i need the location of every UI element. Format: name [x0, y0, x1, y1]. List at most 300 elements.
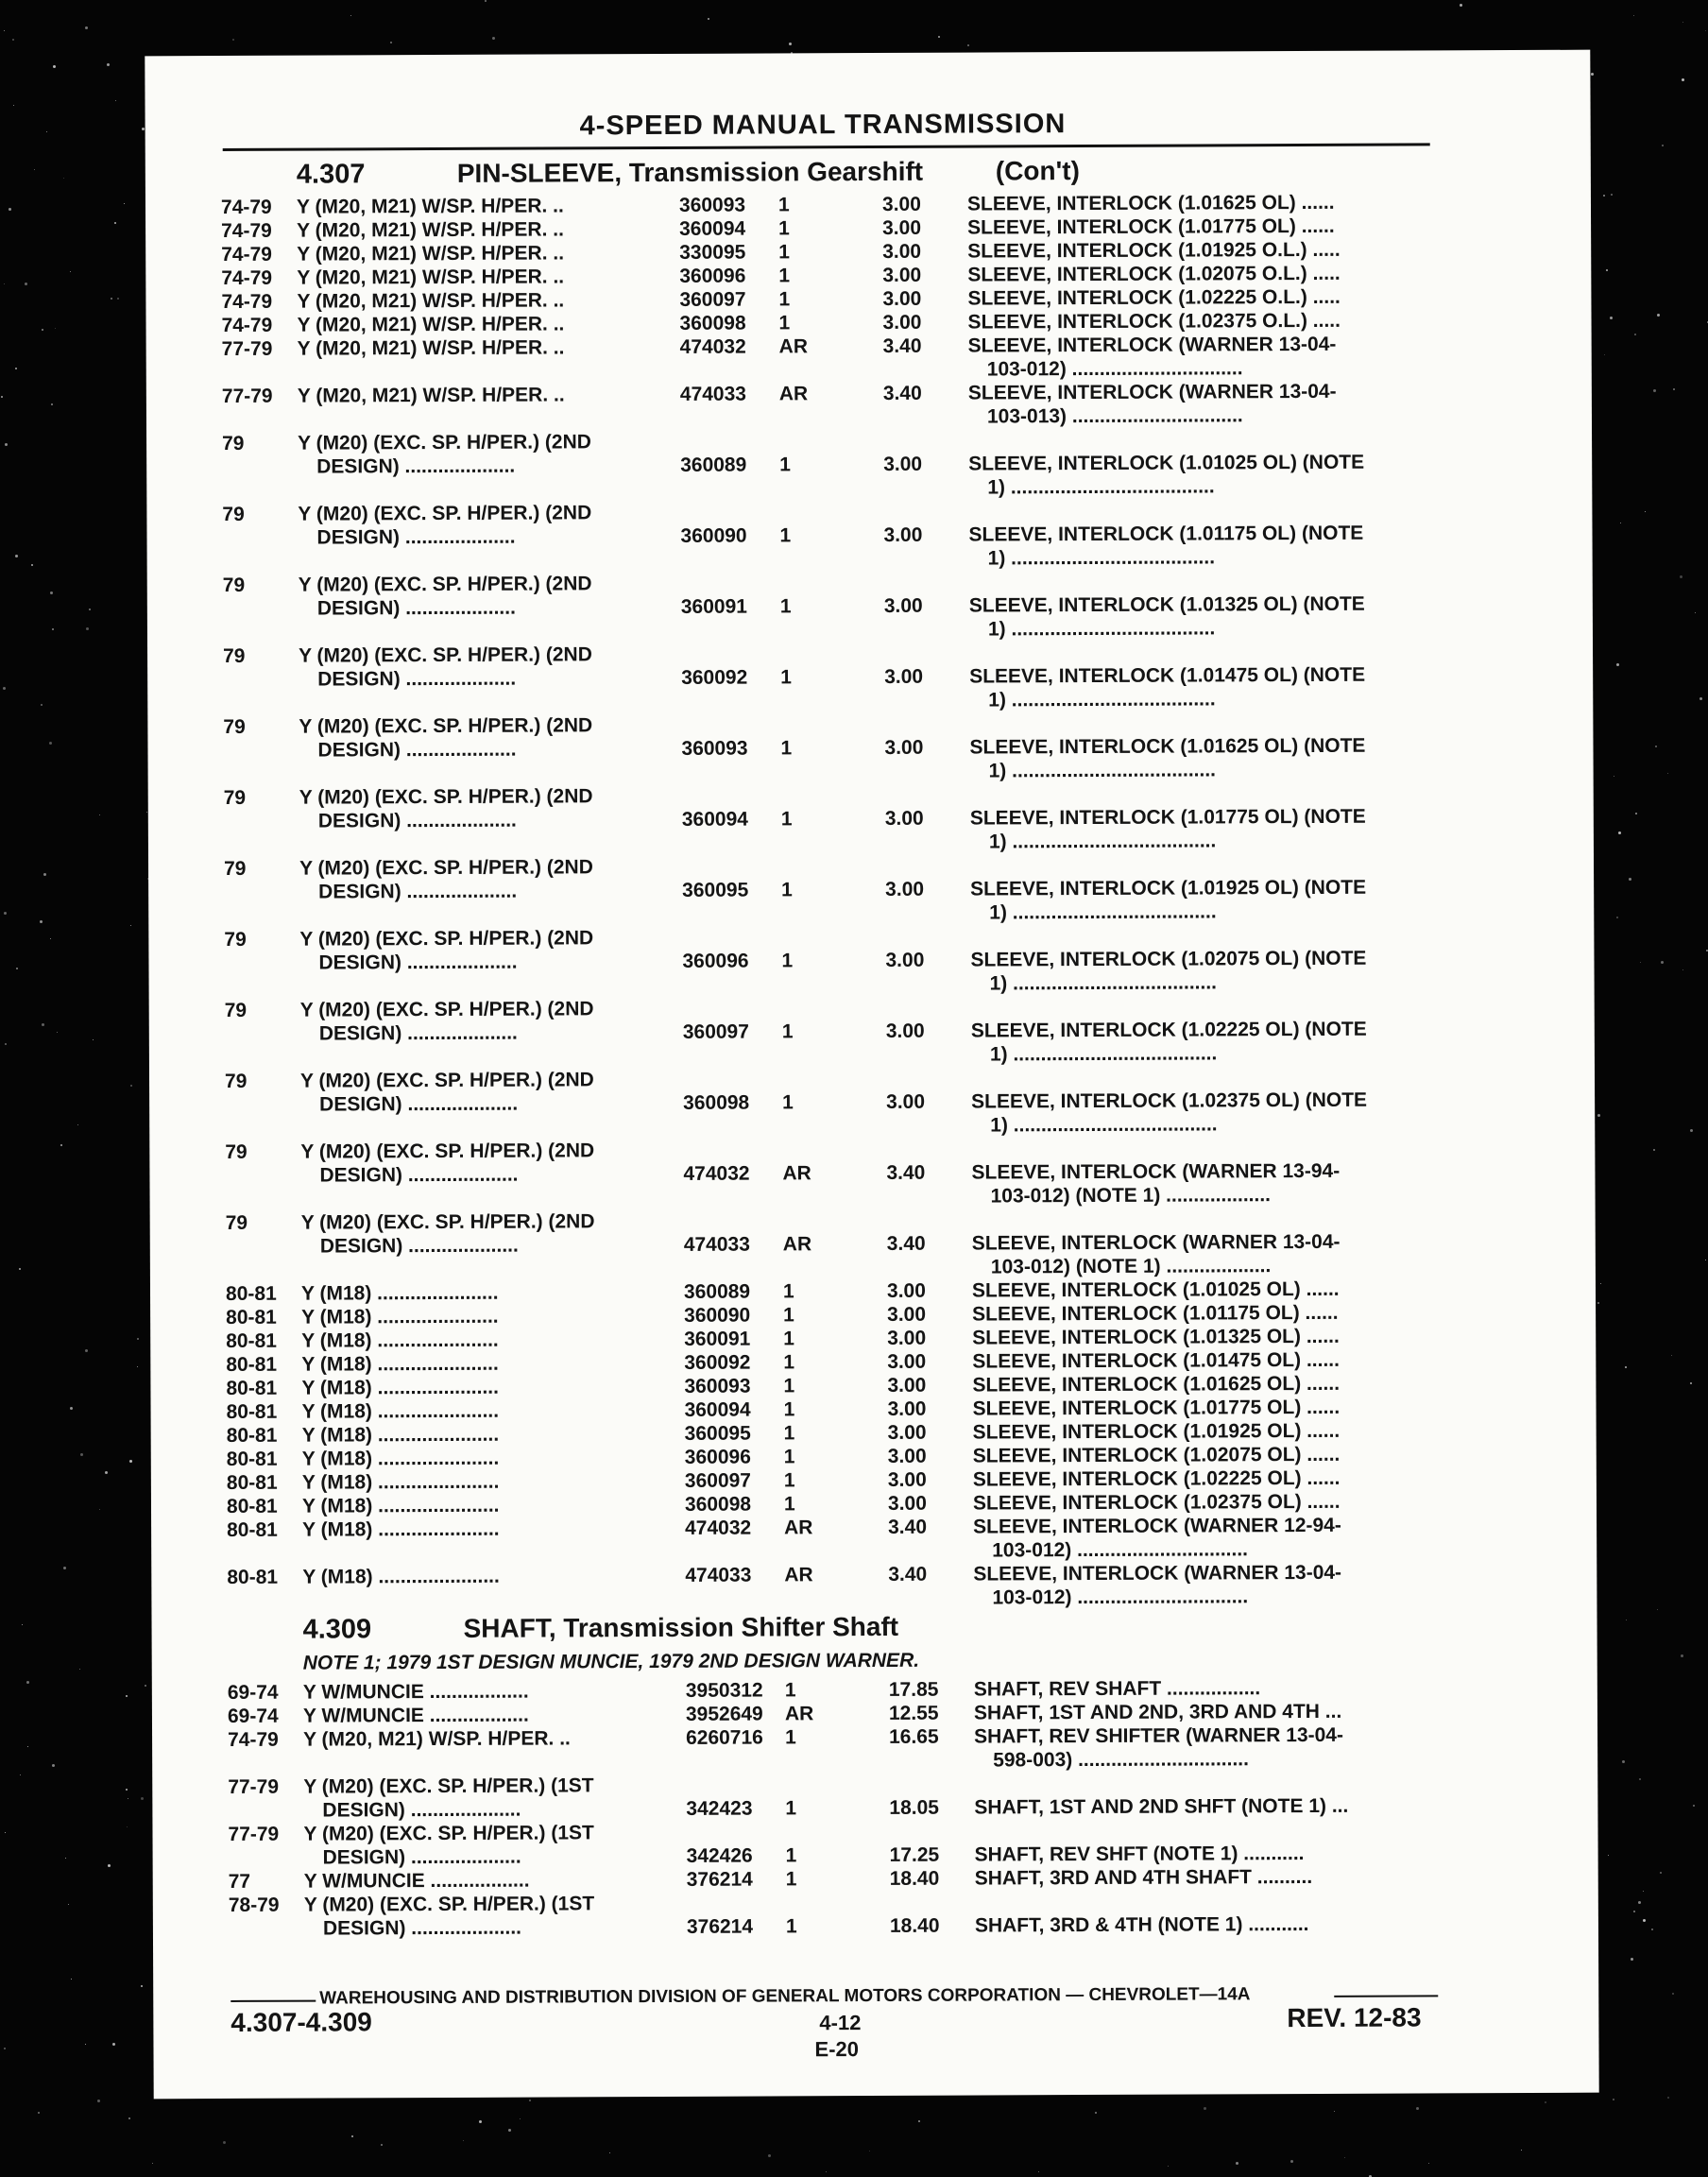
row-description-cont: 1) .....................................: [987, 546, 1216, 570]
row-application: Y (M20, M21) W/SP. H/PER. ..: [297, 242, 565, 266]
row-part-number: 474033: [683, 1233, 750, 1256]
row-application: Y (M20) (EXC. SP. H/PER.) (2ND: [299, 785, 593, 809]
row-year: 74-79: [220, 196, 272, 218]
row-price: 3.00: [884, 665, 924, 688]
row-price: 17.85: [888, 1678, 939, 1701]
section-note: NOTE 1; 1979 1ST DESIGN MUNCIE, 1979 2ND DESIGN WARNER.: [302, 1649, 920, 1674]
row-quantity: AR: [782, 1233, 812, 1256]
row-quantity: 1: [784, 1679, 796, 1702]
row-description: SLEEVE, INTERLOCK (1.01475 OL) (NOTE: [969, 663, 1366, 688]
row-description: SLEEVE, INTERLOCK (WARNER 13-04-: [967, 333, 1337, 357]
row-price: 3.00: [887, 1421, 927, 1444]
row-price: 3.40: [882, 382, 922, 404]
row-application-cont: DESIGN) ....................: [317, 738, 517, 762]
row-description-cont: 1) .....................................: [990, 1113, 1218, 1137]
row-part-number: 360094: [681, 808, 748, 831]
section-number: 4.309: [302, 1614, 372, 1645]
row-quantity: 1: [778, 312, 791, 334]
row-application: Y (M18) ......................: [301, 1376, 499, 1399]
row-description: SHAFT, 3RD AND 4TH SHAFT ..........: [974, 1865, 1313, 1890]
row-application: Y (M18) ......................: [302, 1517, 500, 1541]
row-part-number: 360097: [682, 1020, 749, 1043]
row-price: 3.00: [887, 1445, 927, 1467]
row-application: Y (M20) (EXC. SP. H/PER.) (1ST: [303, 1822, 594, 1845]
row-quantity: 1: [779, 454, 791, 476]
table-row: [148, 780, 1594, 853]
row-part-number: 360097: [684, 1469, 752, 1492]
row-price: 3.00: [882, 311, 922, 334]
row-description-cont: 103-012) ...............................: [992, 1538, 1249, 1562]
row-part-number: 360092: [681, 666, 748, 689]
row-year: 69-74: [227, 1681, 279, 1704]
row-part-number: 360097: [679, 288, 746, 311]
row-description: SLEEVE, INTERLOCK (1.01325 OL) (NOTE: [968, 592, 1365, 617]
row-description: SHAFT, REV SHIFTER (WARNER 13-04-: [974, 1723, 1343, 1748]
row-quantity: 1: [783, 1469, 795, 1492]
row-application: Y (M18) ......................: [301, 1494, 500, 1517]
row-price: 3.00: [887, 1350, 927, 1373]
row-description: SLEEVE, INTERLOCK (1.02225 O.L.) .....: [967, 285, 1341, 310]
row-quantity: 1: [777, 194, 790, 216]
row-year: 79: [222, 432, 245, 454]
table-row: [149, 1064, 1595, 1137]
row-price: 18.40: [889, 1867, 940, 1890]
row-part-number: 342423: [686, 1797, 753, 1820]
row-price: 3.00: [883, 523, 923, 546]
table-row: [148, 851, 1594, 924]
row-part-number: 360091: [680, 595, 747, 618]
footer-page-sub: E-20: [814, 2037, 860, 2062]
row-part-number: 360096: [679, 265, 746, 287]
row-quantity: 1: [782, 1280, 794, 1303]
row-price: 3.40: [888, 1563, 928, 1586]
row-application: Y (M18) ......................: [300, 1281, 499, 1305]
row-quantity: 1: [778, 241, 790, 264]
row-part-number: 474033: [685, 1564, 752, 1586]
row-quantity: 1: [779, 595, 792, 618]
row-year: 74-79: [221, 219, 272, 242]
row-part-number: 360093: [678, 194, 746, 216]
row-year: 80-81: [226, 1377, 278, 1399]
row-part-number: 360093: [681, 737, 748, 760]
row-quantity: 1: [785, 1844, 797, 1867]
row-quantity: 1: [785, 1868, 797, 1891]
row-application: Y (M18) ......................: [301, 1423, 500, 1447]
row-price: 3.00: [887, 1327, 927, 1349]
row-part-number: 360095: [684, 1422, 751, 1445]
row-description-cont: 1) .....................................: [988, 688, 1216, 711]
row-year: 77-79: [221, 337, 273, 360]
row-year: 79: [222, 503, 245, 525]
footer-rule-right: [1334, 1995, 1438, 1997]
row-description: SLEEVE, INTERLOCK (1.01925 OL) (NOTE: [970, 876, 1367, 900]
row-part-number: 474032: [685, 1517, 752, 1539]
footer-page-number: 4-12: [819, 2011, 862, 2035]
section-title: SHAFT, Transmission Shifter Shaft: [463, 1611, 899, 1643]
row-quantity: 1: [783, 1304, 794, 1327]
row-quantity: 1: [783, 1493, 795, 1516]
row-quantity: 1: [783, 1328, 794, 1350]
row-part-number: 360089: [680, 454, 747, 476]
row-part-number: 360093: [684, 1375, 751, 1397]
row-application: Y (M20) (EXC. SP. H/PER.) (1ST: [303, 1774, 594, 1798]
row-year: 74-79: [221, 290, 273, 313]
row-application: Y (M20, M21) W/SP. H/PER. ..: [297, 218, 564, 242]
row-year: 69-74: [227, 1705, 279, 1727]
row-description: SLEEVE, INTERLOCK (1.01025 OL) ......: [971, 1277, 1340, 1302]
row-part-number: 474032: [683, 1162, 750, 1185]
document-page: [145, 50, 1598, 2100]
row-description: SLEEVE, INTERLOCK (1.01925 O.L.) .....: [967, 238, 1341, 263]
row-application-cont: DESIGN) ....................: [318, 880, 518, 903]
row-description: SHAFT, 1ST AND 2ND SHFT (NOTE 1) ...: [974, 1794, 1349, 1819]
row-quantity: 1: [781, 950, 794, 972]
row-part-number: 360089: [683, 1280, 751, 1303]
section-number: 4.307: [296, 159, 366, 190]
row-description-cont: 1) .....................................: [988, 830, 1217, 853]
row-part-number: 360098: [684, 1493, 752, 1516]
row-price: 3.00: [887, 1468, 927, 1491]
row-quantity: 1: [785, 1726, 796, 1749]
row-part-number: 360090: [684, 1304, 751, 1327]
row-price: 3.00: [883, 453, 923, 475]
row-part-number: 360090: [680, 524, 747, 547]
row-description: SLEEVE, INTERLOCK (WARNER 13-04-: [967, 380, 1337, 404]
table-row: [148, 922, 1594, 995]
row-year: 79: [222, 574, 246, 596]
row-year: 79: [223, 715, 246, 738]
row-year: 80-81: [226, 1448, 278, 1470]
row-description: SHAFT, REV SHFT (NOTE 1) ...........: [974, 1843, 1305, 1866]
row-price: 3.00: [884, 807, 924, 830]
row-application-cont: DESIGN) ....................: [317, 667, 517, 691]
row-application: Y (M18) ......................: [301, 1305, 499, 1328]
row-application: Y (M20, M21) W/SP. H/PER. ..: [297, 289, 565, 313]
row-application: Y (M20, M21) W/SP. H/PER. ..: [297, 266, 565, 289]
row-description: SLEEVE, INTERLOCK (1.01775 OL) ......: [972, 1396, 1341, 1420]
row-application: Y (M20) (EXC. SP. H/PER.) (2ND: [299, 927, 594, 951]
row-part-number: 360096: [682, 950, 749, 972]
row-quantity: 1: [783, 1398, 795, 1421]
row-year: 79: [224, 999, 248, 1021]
table-row: [146, 379, 1592, 428]
row-description: SLEEVE, INTERLOCK (WARNER 12-94-: [973, 1514, 1341, 1538]
row-year: 78-79: [228, 1894, 280, 1916]
row-year: 77: [228, 1870, 251, 1893]
row-description: SLEEVE, INTERLOCK (1.02075 OL) (NOTE: [970, 947, 1367, 971]
row-application-cont: DESIGN) ....................: [317, 809, 517, 832]
row-part-number: 360091: [684, 1328, 751, 1350]
row-description: SLEEVE, INTERLOCK (1.02375 OL) (NOTE: [971, 1088, 1368, 1113]
row-application: Y (M20, M21) W/SP. H/PER. ..: [297, 384, 565, 407]
row-year: 80-81: [225, 1282, 277, 1305]
row-application: Y (M18) ......................: [301, 1352, 499, 1376]
row-application-cont: DESIGN) ....................: [318, 1021, 518, 1045]
row-quantity: 1: [780, 737, 793, 760]
table-row: [150, 1206, 1596, 1278]
row-part-number: 3952649: [685, 1703, 763, 1725]
row-description: SHAFT, 1ST AND 2ND, 3RD AND 4TH ...: [973, 1700, 1342, 1724]
row-year: 80-81: [226, 1306, 277, 1328]
row-application-cont: DESIGN) ....................: [319, 1163, 519, 1187]
section-continued: (Con't): [995, 156, 1080, 186]
row-quantity: 1: [781, 1020, 794, 1043]
row-part-number: 6260716: [686, 1726, 763, 1749]
row-description: SLEEVE, INTERLOCK (1.02225 OL) ......: [972, 1466, 1341, 1491]
row-part-number: 360098: [679, 312, 746, 334]
row-description-cont: 1) .....................................: [987, 617, 1216, 641]
row-application: Y (M20) (EXC. SP. H/PER.) (2ND: [300, 1140, 595, 1163]
row-description: SLEEVE, INTERLOCK (1.01175 OL) ......: [972, 1301, 1339, 1326]
row-part-number: 376214: [686, 1868, 753, 1891]
row-part-number: 376214: [686, 1915, 754, 1938]
row-quantity: 1: [780, 666, 792, 689]
footer-section-range: 4.307-4.309: [231, 2007, 372, 2037]
row-application: Y (M20) (EXC. SP. H/PER.) (2ND: [298, 502, 592, 525]
row-part-number: 3950312: [685, 1679, 763, 1702]
row-year: 74-79: [228, 1728, 279, 1751]
row-price: 3.00: [887, 1374, 927, 1397]
row-price: 3.40: [882, 334, 922, 357]
page-title: 4-SPEED MANUAL TRANSMISSION: [579, 109, 1067, 142]
row-application: Y (M18) ......................: [301, 1447, 500, 1470]
row-application: Y (M20) (EXC. SP. H/PER.) (1ST: [303, 1893, 595, 1916]
row-price: 17.25: [889, 1843, 940, 1866]
row-application-cont: DESIGN) ....................: [322, 1845, 521, 1869]
row-price: 3.00: [882, 240, 922, 263]
row-description-cont: 103-012) ...............................: [992, 1586, 1249, 1609]
row-part-number: 360096: [684, 1446, 751, 1468]
row-description-cont: 598-003) ...............................: [993, 1748, 1249, 1772]
row-year: 80-81: [227, 1518, 278, 1541]
row-year: 80-81: [226, 1329, 277, 1352]
table-row: [145, 190, 1591, 218]
row-price: 3.00: [885, 878, 925, 900]
row-price: 3.00: [882, 264, 922, 286]
table-row: [152, 1770, 1597, 1822]
table-row: [149, 993, 1595, 1066]
row-quantity: AR: [784, 1703, 814, 1725]
row-year: 74-79: [221, 266, 273, 289]
row-price: 3.00: [885, 949, 925, 971]
row-year: 79: [223, 644, 246, 667]
row-price: 18.05: [889, 1796, 940, 1819]
row-year: 74-79: [221, 314, 273, 336]
header-rule: [223, 143, 1430, 151]
row-price: 3.00: [886, 1279, 926, 1302]
row-quantity: 1: [783, 1446, 795, 1468]
table-row: [151, 1560, 1597, 1609]
row-application: Y (M20) (EXC. SP. H/PER.) (2ND: [299, 714, 593, 738]
row-application-cont: DESIGN) ....................: [322, 1798, 521, 1822]
row-description-cont: 103-012) (NOTE 1) ...................: [990, 1184, 1272, 1208]
row-description: SLEEVE, INTERLOCK (1.02075 O.L.) .....: [967, 262, 1341, 286]
row-application: Y (M20) (EXC. SP. H/PER.) (2ND: [299, 998, 594, 1021]
row-year: 80-81: [226, 1471, 278, 1494]
row-quantity: 1: [778, 217, 790, 240]
row-year: 80-81: [226, 1353, 278, 1376]
row-application-cont: DESIGN) ....................: [319, 1092, 519, 1116]
row-year: 79: [224, 1070, 248, 1092]
row-application: Y W/MUNCIE ..................: [303, 1869, 530, 1893]
row-part-number: 360092: [684, 1351, 751, 1374]
row-description: SLEEVE, INTERLOCK (1.02225 OL) (NOTE: [970, 1018, 1367, 1042]
row-price: 3.40: [886, 1232, 926, 1255]
row-part-number: 360094: [684, 1398, 751, 1421]
row-application: Y (M18) ......................: [302, 1565, 500, 1588]
row-description-cont: 1) .....................................: [987, 475, 1215, 499]
row-application-cont: DESIGN) ....................: [322, 1916, 522, 1940]
footer-division-line: WAREHOUSING AND DISTRIBUTION DIVISION OF GENERAL MOTORS CORPORATION — CHEVROLET—14A: [319, 1984, 1251, 2009]
row-description: SLEEVE, INTERLOCK (1.01775 OL) ......: [967, 214, 1335, 239]
row-description: SLEEVE, INTERLOCK (1.01325 OL) ......: [972, 1325, 1340, 1349]
table-row: [152, 1675, 1597, 1704]
row-year: 79: [223, 857, 247, 880]
row-quantity: 1: [783, 1375, 795, 1397]
row-year: 79: [224, 928, 247, 951]
table-row: [146, 497, 1592, 570]
row-application: Y (M20) (EXC. SP. H/PER.) (2ND: [298, 431, 591, 454]
row-application-cont: DESIGN) ....................: [319, 1234, 519, 1258]
row-description: SLEEVE, INTERLOCK (1.01925 OL) ......: [972, 1419, 1341, 1444]
row-application: Y (M20, M21) W/SP. H/PER. ..: [297, 336, 565, 360]
row-quantity: 1: [783, 1351, 795, 1374]
row-quantity: AR: [778, 335, 809, 358]
row-part-number: 474033: [679, 383, 746, 405]
row-price: 3.00: [886, 1090, 926, 1113]
row-application: Y (M20) (EXC. SP. H/PER.) (2ND: [299, 856, 593, 880]
row-quantity: 1: [781, 879, 793, 901]
row-description: SLEEVE, INTERLOCK (1.01625 OL) (NOTE: [969, 734, 1366, 759]
row-description: SLEEVE, INTERLOCK (WARNER 13-04-: [971, 1230, 1341, 1255]
row-year: 77-79: [221, 385, 273, 407]
row-application: Y (M20, M21) W/SP. H/PER. ..: [303, 1727, 571, 1751]
row-description: SLEEVE, INTERLOCK (1.01625 OL) ......: [972, 1372, 1341, 1397]
row-application: Y W/MUNCIE ..................: [302, 1704, 529, 1727]
row-year: 79: [223, 786, 247, 809]
row-year: 80-81: [226, 1495, 278, 1517]
table-row: [147, 568, 1593, 641]
footer-revision: REV. 12-83: [1287, 2002, 1422, 2033]
row-description: SHAFT, 3RD & 4TH (NOTE 1) ...........: [974, 1912, 1309, 1937]
row-part-number: 360098: [683, 1091, 750, 1114]
row-description: SLEEVE, INTERLOCK (1.01175 OL) (NOTE: [968, 522, 1364, 546]
row-application-cont: DESIGN) ....................: [316, 596, 516, 620]
row-application-cont: DESIGN) ....................: [316, 525, 516, 549]
row-year: 79: [225, 1211, 248, 1234]
row-year: 77-79: [228, 1775, 280, 1798]
row-description: SLEEVE, INTERLOCK (WARNER 13-04-: [973, 1561, 1342, 1586]
row-quantity: 1: [785, 1797, 797, 1820]
row-quantity: 1: [782, 1091, 794, 1114]
row-part-number: 342426: [686, 1844, 753, 1867]
row-description: SLEEVE, INTERLOCK (1.01775 OL) (NOTE: [969, 805, 1366, 830]
row-description-cont: 1) .....................................: [988, 759, 1217, 782]
row-quantity: 1: [778, 265, 791, 287]
row-application: Y (M20) (EXC. SP. H/PER.) (2ND: [299, 1069, 594, 1092]
row-quantity: AR: [784, 1517, 813, 1539]
row-application: Y (M20, M21) W/SP. H/PER. ..: [297, 313, 565, 336]
row-description-cont: 1) .....................................: [989, 1042, 1218, 1066]
row-price: 3.00: [882, 216, 922, 239]
row-description: SHAFT, REV SHAFT .................: [973, 1677, 1261, 1701]
row-price: 3.40: [886, 1161, 926, 1184]
row-application: Y (M20) (EXC. SP. H/PER.) (2ND: [300, 1210, 595, 1234]
footer-rule-left: [231, 2000, 316, 2002]
row-price: 3.00: [883, 594, 923, 617]
row-quantity: 1: [780, 808, 793, 831]
table-row: [147, 710, 1593, 782]
section-title: PIN-SLEEVE, Transmission Gearshift: [456, 156, 924, 188]
table-row: [150, 1277, 1596, 1305]
row-description: SLEEVE, INTERLOCK (1.01025 OL) (NOTE: [968, 451, 1365, 475]
row-description: SLEEVE, INTERLOCK (1.01625 OL) ......: [966, 191, 1335, 215]
row-price: 3.00: [884, 736, 924, 759]
row-description: SLEEVE, INTERLOCK (1.02375 OL) ......: [972, 1490, 1341, 1515]
row-description-cont: 103-012) (NOTE 1) ...................: [990, 1255, 1272, 1278]
row-description: SLEEVE, INTERLOCK (WARNER 13-94-: [971, 1159, 1341, 1184]
row-year: 74-79: [221, 243, 272, 266]
table-row: [147, 639, 1593, 711]
row-price: 3.00: [887, 1303, 927, 1326]
row-quantity: AR: [784, 1564, 813, 1586]
row-application: Y (M20, M21) W/SP. H/PER. ..: [296, 195, 564, 218]
row-year: 79: [225, 1140, 248, 1163]
row-price: 18.40: [889, 1914, 940, 1937]
row-description: SLEEVE, INTERLOCK (1.02375 O.L.) .....: [967, 309, 1341, 334]
row-year: 80-81: [226, 1424, 278, 1447]
row-price: 3.00: [882, 287, 922, 310]
row-year: 80-81: [227, 1566, 279, 1588]
row-price: 3.00: [887, 1492, 927, 1515]
row-part-number: 330095: [679, 241, 746, 264]
row-year: 80-81: [226, 1400, 278, 1423]
row-part-number: 360095: [682, 879, 749, 901]
row-quantity: 1: [778, 288, 791, 311]
row-application: Y (M20) (EXC. SP. H/PER.) (2ND: [299, 643, 592, 667]
row-quantity: 1: [783, 1422, 795, 1445]
row-application-cont: DESIGN) ....................: [316, 454, 516, 478]
row-quantity: 1: [779, 524, 792, 547]
row-price: 12.55: [888, 1702, 939, 1724]
table-row: [146, 426, 1592, 499]
row-quantity: AR: [782, 1162, 811, 1185]
row-description: SLEEVE, INTERLOCK (1.02075 OL) ......: [972, 1443, 1341, 1467]
row-part-number: 360094: [679, 217, 746, 240]
row-price: 3.00: [885, 1020, 925, 1042]
row-application: Y W/MUNCIE ..................: [302, 1680, 529, 1704]
row-quantity: AR: [778, 383, 809, 405]
row-quantity: 1: [785, 1915, 797, 1938]
row-price: 3.00: [887, 1397, 927, 1420]
row-part-number: 474032: [679, 335, 746, 358]
row-price: 3.00: [881, 193, 921, 215]
table-row: [149, 1135, 1595, 1208]
row-year: 77-79: [228, 1823, 280, 1845]
row-application: Y (M18) ......................: [301, 1399, 500, 1423]
row-description-cont: 103-013) ...............................: [986, 404, 1243, 428]
row-price: 16.65: [889, 1725, 939, 1748]
row-description-cont: 1) .....................................: [989, 971, 1218, 995]
row-description-cont: 103-012) ...............................: [986, 357, 1243, 381]
row-application: Y (M18) ......................: [301, 1328, 499, 1352]
row-description: SLEEVE, INTERLOCK (1.01475 OL) ......: [972, 1348, 1340, 1373]
row-application: Y (M18) ......................: [301, 1470, 500, 1494]
row-application: Y (M20) (EXC. SP. H/PER.) (2ND: [298, 573, 592, 596]
row-description-cont: 1) .....................................: [989, 900, 1217, 924]
row-application-cont: DESIGN) ....................: [318, 951, 518, 974]
row-price: 3.40: [888, 1516, 928, 1538]
